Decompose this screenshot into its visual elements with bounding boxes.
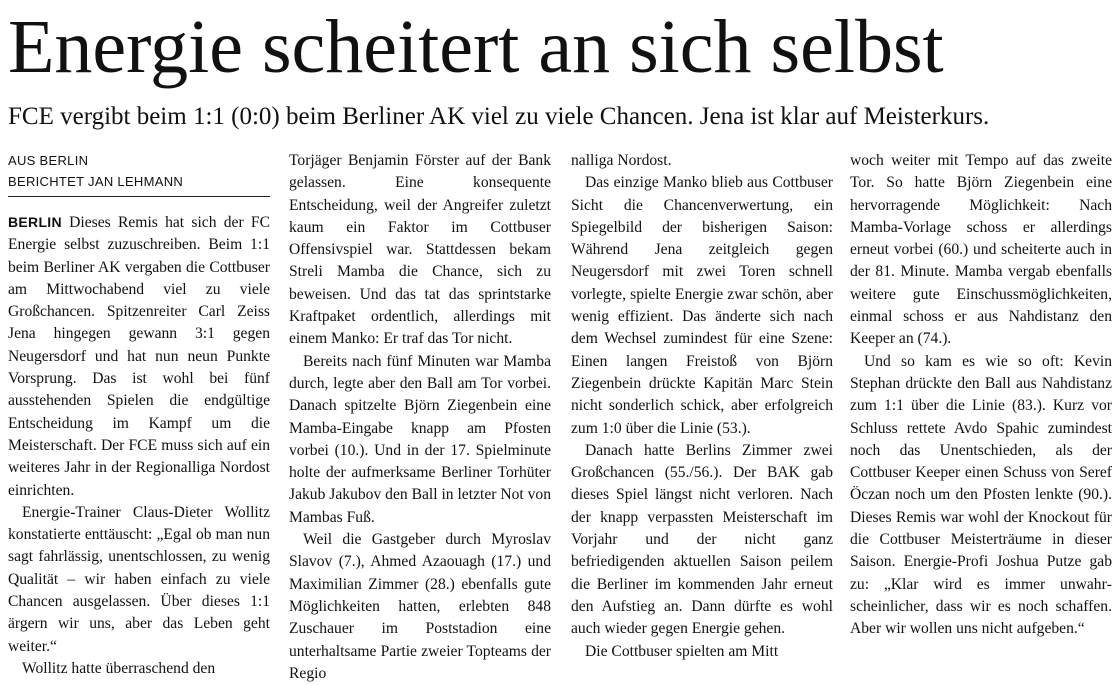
article-column-3: [571, 150, 833, 669]
headline: Energie scheitert an sich selbst: [8, 5, 944, 89]
article-column-1: [8, 150, 270, 677]
paragraph: Das einzige Manko blieb aus Cottbuser Sicht die Chancenverwertung, ein Spiegelbild der bisherigen Saison: Während Jena zeitgleich gegen Neugersdorf mit zwei Toren schnell vorlegte, spielte Energie zwar schön, aber wenig effizient. Das änderte sich nach dem Wechsel zumindest für eine Szene: Einen langen Freistoß von Björn Ziegenbein drückte Kapitän Marc Stein nicht sonderlich schick, aber erfolgreich zum 1:0 über die Linie (53.).: [571, 174, 833, 437]
paragraph: Torjäger Benjamin Förster auf der Bank gelassen. Eine konsequente Entscheidung, weil der Angreifer zuletzt kaum ein Faktor im Cottbuser Offensivspiel war. Stattdessen bekam Streli Mamba die Chance, sich zu beweisen. Und das tat das sprintstarke Kraftpaket ordentlich, allerdings mit einem Manko: Er traf das Tor nicht.: [289, 152, 551, 348]
paragraph: Bereits nach fünf Minuten war Mamba durch, legte aber den Ball am Tor vorbei. Danach spitzelte Björn Ziegenbein eine Mamba-Eingabe knapp am Pfosten vorbei (10.). Und in der 17. Spielminute holte der aufmerksame Berliner Torhüter Jakub Jakubov den Ball in letzter Not von Mambas Fuß.: [289, 352, 552, 526]
paragraph: Wollitz hatte überraschend den: [22, 659, 216, 677]
subheadline: FCE vergibt beim 1:1 (0:0) beim Berliner AK viel zu viele Chancen. Jena ist klar auf Meisterkurs.: [8, 103, 990, 130]
paragraph: Die Cottbuser spielten am Mitt: [585, 642, 779, 660]
byline-place: AUS BERLIN: [8, 153, 89, 168]
paragraph: Energie-Trainer Claus-Dieter Wollitz konstatierte enttäuscht: „Egal ob man nun sagt fahrlässig, unentschlossen, zu wenig Qualität – wir haben einfach zu viele Chancen ausgelassen. Über dieses 1:1 ärgern wir uns, aber das Leben geht weiter.“: [8, 503, 270, 655]
article-column-2: [289, 150, 552, 682]
paragraph: woch weiter mit Tempo auf das zweite Tor. So hatte Björn Ziegenbein eine hervorragende Möglichkeit: Nach Mamba-Vorlage schoss er allerdings erneut vorbei (60.) und scheiterte auch in der 81. Minute. Mamba vergab ebenfalls weitere gute Einschussmöglichkeiten, einmal schoss er aus Nahdistanz den Keeper an (74.).: [850, 152, 1112, 348]
byline-author: BERICHTET JAN LEHMANN: [8, 174, 184, 189]
article-column-4: [850, 150, 1112, 669]
paragraph: Und so kam es wie so oft: Kevin Stephan drückte den Ball aus Nahdistanz zum 1:1 über die Linie (83.). Kurz vor Schluss rettete Avdo Spahic zumindest noch das Unentschieden, als der Cottbuser Keeper einen Schuss von Seref Öczan noch um den Pfosten lenkte (90.). Dieses Remis war wohl der Knockout für die Cottbuser Meisterträume in dieser Saison. Energie-Profi Joshua Putze gab zu: „Klar wird es immer unwahrscheinlicher, dass wir es noch schaffen. Aber wir wollen uns nicht aufgeben.“: [850, 352, 1112, 638]
paragraph: nalliga Nordost.: [571, 152, 672, 169]
byline-divider: [8, 196, 270, 197]
byline: [8, 150, 270, 192]
paragraph-text: Dieses Remis hat sich der FC Energie selbst zuzuschreiben. Beim 1:1 beim Berliner AK vergaben die Cottbuser am Mittwochabend viel zu viele Großchancen. Spitzenreiter Carl Zeiss Jena hingegen gewann 3:1 gegen Neugersdorf und hat nun neun Punkte Vorsprung. Das ist wohl bei fünf ausstehenden Spielen die endgültige Entscheidung im Kampf um die Meisterschaft. Der FCE muss sich auf ein weiteres Jahr in der Regionalliga Nordost einrichten.: [8, 214, 270, 499]
paragraph: [8, 211, 270, 502]
paragraph: Weil die Gastgeber durch Myroslav Slavov (7.), Ahmed Azaouagh (17.) und Maximilian Zimmer (28.) ebenfalls gute Möglichkeiten hatten, erlebten 848 Zuschauer im Poststadion eine unterhaltsame Partie zweier Topteams der Regio: [289, 531, 551, 682]
paragraph: Danach hatte Berlins Zimmer zwei Großchancen (55./56.). Der BAK gab dieses Spiel längst nicht verloren. Nach der knapp verpassten Meisterschaft im Vorjahr und der nicht ganz befriedigenden aktuellen Saison peilem die Berliner im kommenden Jahr erneut den Aufstieg an. Dann dürfte es wohl auch wieder gegen Energie gehen.: [571, 441, 833, 638]
dateline: BERLIN: [8, 214, 62, 230]
